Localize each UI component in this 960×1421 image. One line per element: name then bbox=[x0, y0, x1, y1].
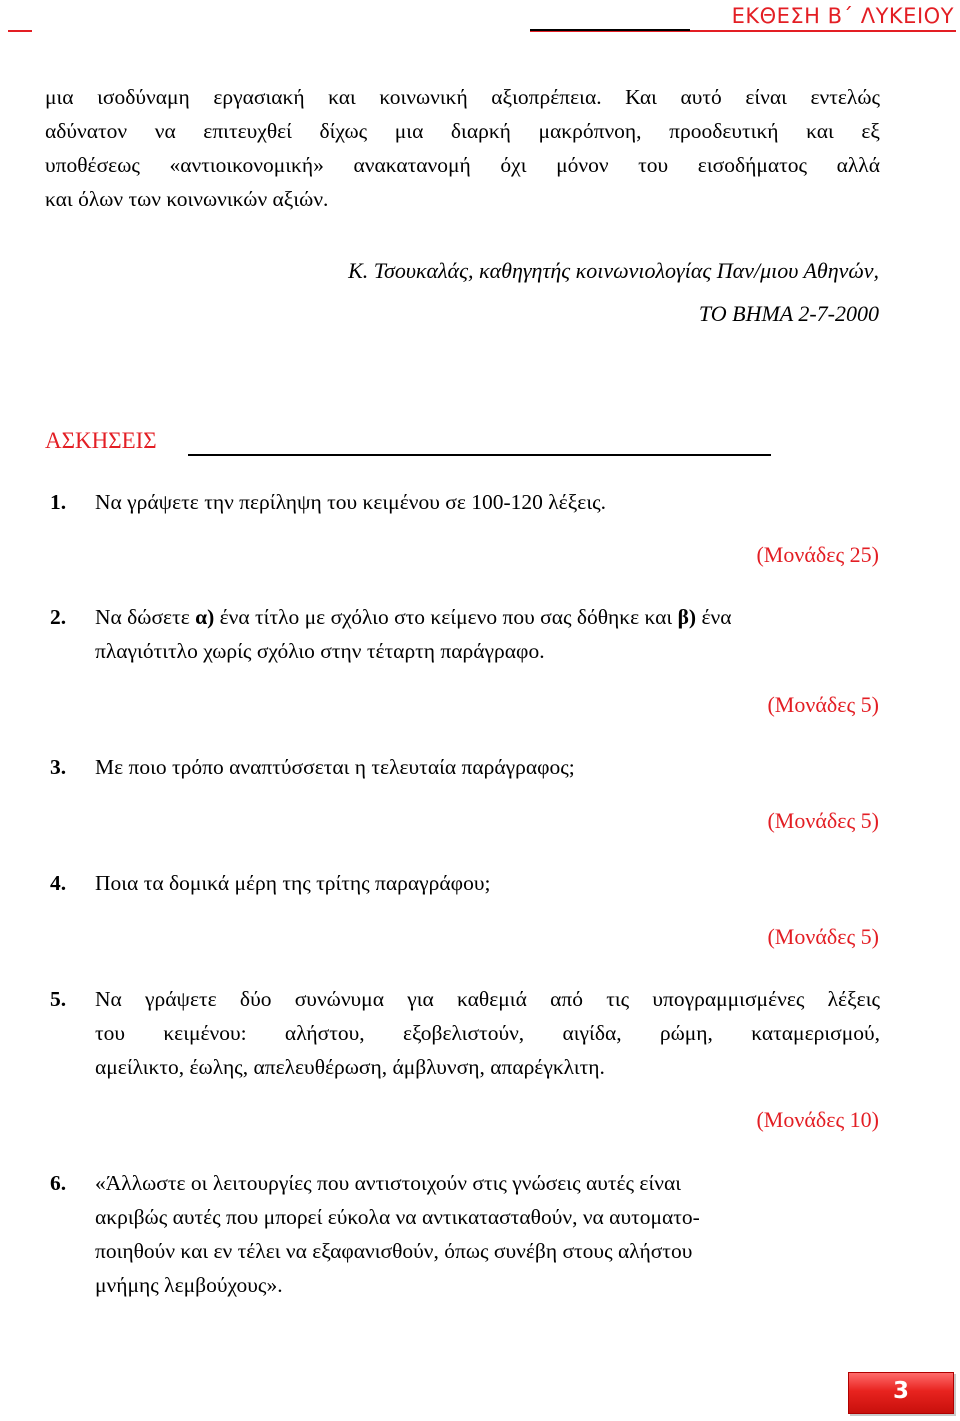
attribution-source: ΤΟ ΒΗΜΑ 2-7-2000 bbox=[698, 301, 879, 326]
intro-line: και όλων των κοινωνικών αξιών. bbox=[45, 187, 329, 211]
attribution-author: Κ. Τσουκαλάς, καθηγητής κοινωνιολογίας Παν/μιου Αθηνών, bbox=[348, 258, 879, 283]
option-a-marker: α) bbox=[195, 605, 215, 629]
exercise-4-score: (Μονάδες 5) bbox=[767, 924, 879, 949]
intro-line: μια ισοδύναμη εργασιακή και κοινωνική αξιοπρέπεια. Και αυτό είναι εντελώς bbox=[45, 85, 880, 109]
exercise-text: του κειμένου: αλήστου, εξοβελιστούν, αιγίδα, ρώμη, καταμερισμού, bbox=[95, 1021, 880, 1045]
exercise-text: ένα bbox=[696, 605, 732, 629]
exercise-text: «Άλλωστε οι λειτουργίες που αντιστοιχούν στις γνώσεις αυτές είναι bbox=[95, 1171, 682, 1195]
exercise-number: 6. bbox=[50, 1171, 67, 1195]
exercise-text: Ποια τα δομικά μέρη της τρίτης παραγράφου; bbox=[95, 871, 491, 895]
header-rule-dark bbox=[530, 29, 690, 31]
exercise-text: ένα τίτλο με σχόλιο στο κείμενο που σας δόθηκε και bbox=[214, 605, 678, 629]
exercise-text: Να δώσετε bbox=[95, 605, 196, 629]
exercise-text: μνήμης λεμβούχους». bbox=[95, 1273, 283, 1297]
exercise-text: ακριβώς αυτές που μπορεί εύκολα να αντικατασταθούν, να αυτοματο- bbox=[95, 1205, 700, 1229]
exercises-heading-rule bbox=[188, 454, 771, 456]
exercise-1-score: (Μονάδες 25) bbox=[756, 542, 879, 567]
header-rule-left bbox=[8, 30, 32, 32]
exercise-2-score: (Μονάδες 5) bbox=[767, 692, 879, 717]
exercises-heading: ΑΣΚΗΣΕΙΣ bbox=[45, 428, 157, 453]
exercise-number: 4. bbox=[50, 871, 67, 895]
exercise-text: Με ποιο τρόπο αναπτύσσεται η τελευταία παράγραφος; bbox=[95, 755, 575, 779]
exercise-3-score: (Μονάδες 5) bbox=[767, 808, 879, 833]
intro-line: αδύνατον να επιτευχθεί δίχως μια διαρκή μακρόπνοη, προοδευτική και εξ bbox=[45, 119, 880, 143]
header-title: ΕΚΘΕΣΗ Β΄ ΛΥΚΕΙΟΥ bbox=[731, 4, 954, 28]
intro-paragraph bbox=[45, 80, 880, 216]
exercise-text-line bbox=[95, 600, 880, 634]
page-number-badge bbox=[848, 1372, 954, 1414]
page-number: 3 bbox=[892, 1378, 909, 1404]
exercise-text: πλαγιότιτλο χωρίς σχόλιο στην τέταρτη παράγραφο. bbox=[95, 639, 545, 663]
exercise-number: 1. bbox=[50, 490, 67, 514]
exercise-5-score: (Μονάδες 10) bbox=[756, 1107, 879, 1132]
intro-line: υποθέσεως «αντιοικονομική» ανακατανομή όχι μόνον του εισοδήματος αλλά bbox=[45, 153, 880, 177]
option-b-marker: β) bbox=[677, 605, 697, 629]
exercise-number: 5. bbox=[50, 987, 67, 1011]
exercise-text: Να γράψετε δύο συνώνυμα για καθεμιά από τις υπογραμμισμένες λέξεις bbox=[95, 987, 880, 1011]
exercise-text: Να γράψετε την περίληψη του κειμένου σε 100-120 λέξεις. bbox=[95, 490, 606, 514]
exercise-text: ποιηθούν και εν τέλει να εξαφανισθούν, όπως συνέβη στους αλήστου bbox=[95, 1239, 693, 1263]
exercise-number: 2. bbox=[50, 605, 67, 629]
exercise-text: αμείλικτο, έωλης, απελευθέρωση, άμβλυνση, απαρέγκλιτη. bbox=[95, 1055, 605, 1079]
exercise-number: 3. bbox=[50, 755, 67, 779]
